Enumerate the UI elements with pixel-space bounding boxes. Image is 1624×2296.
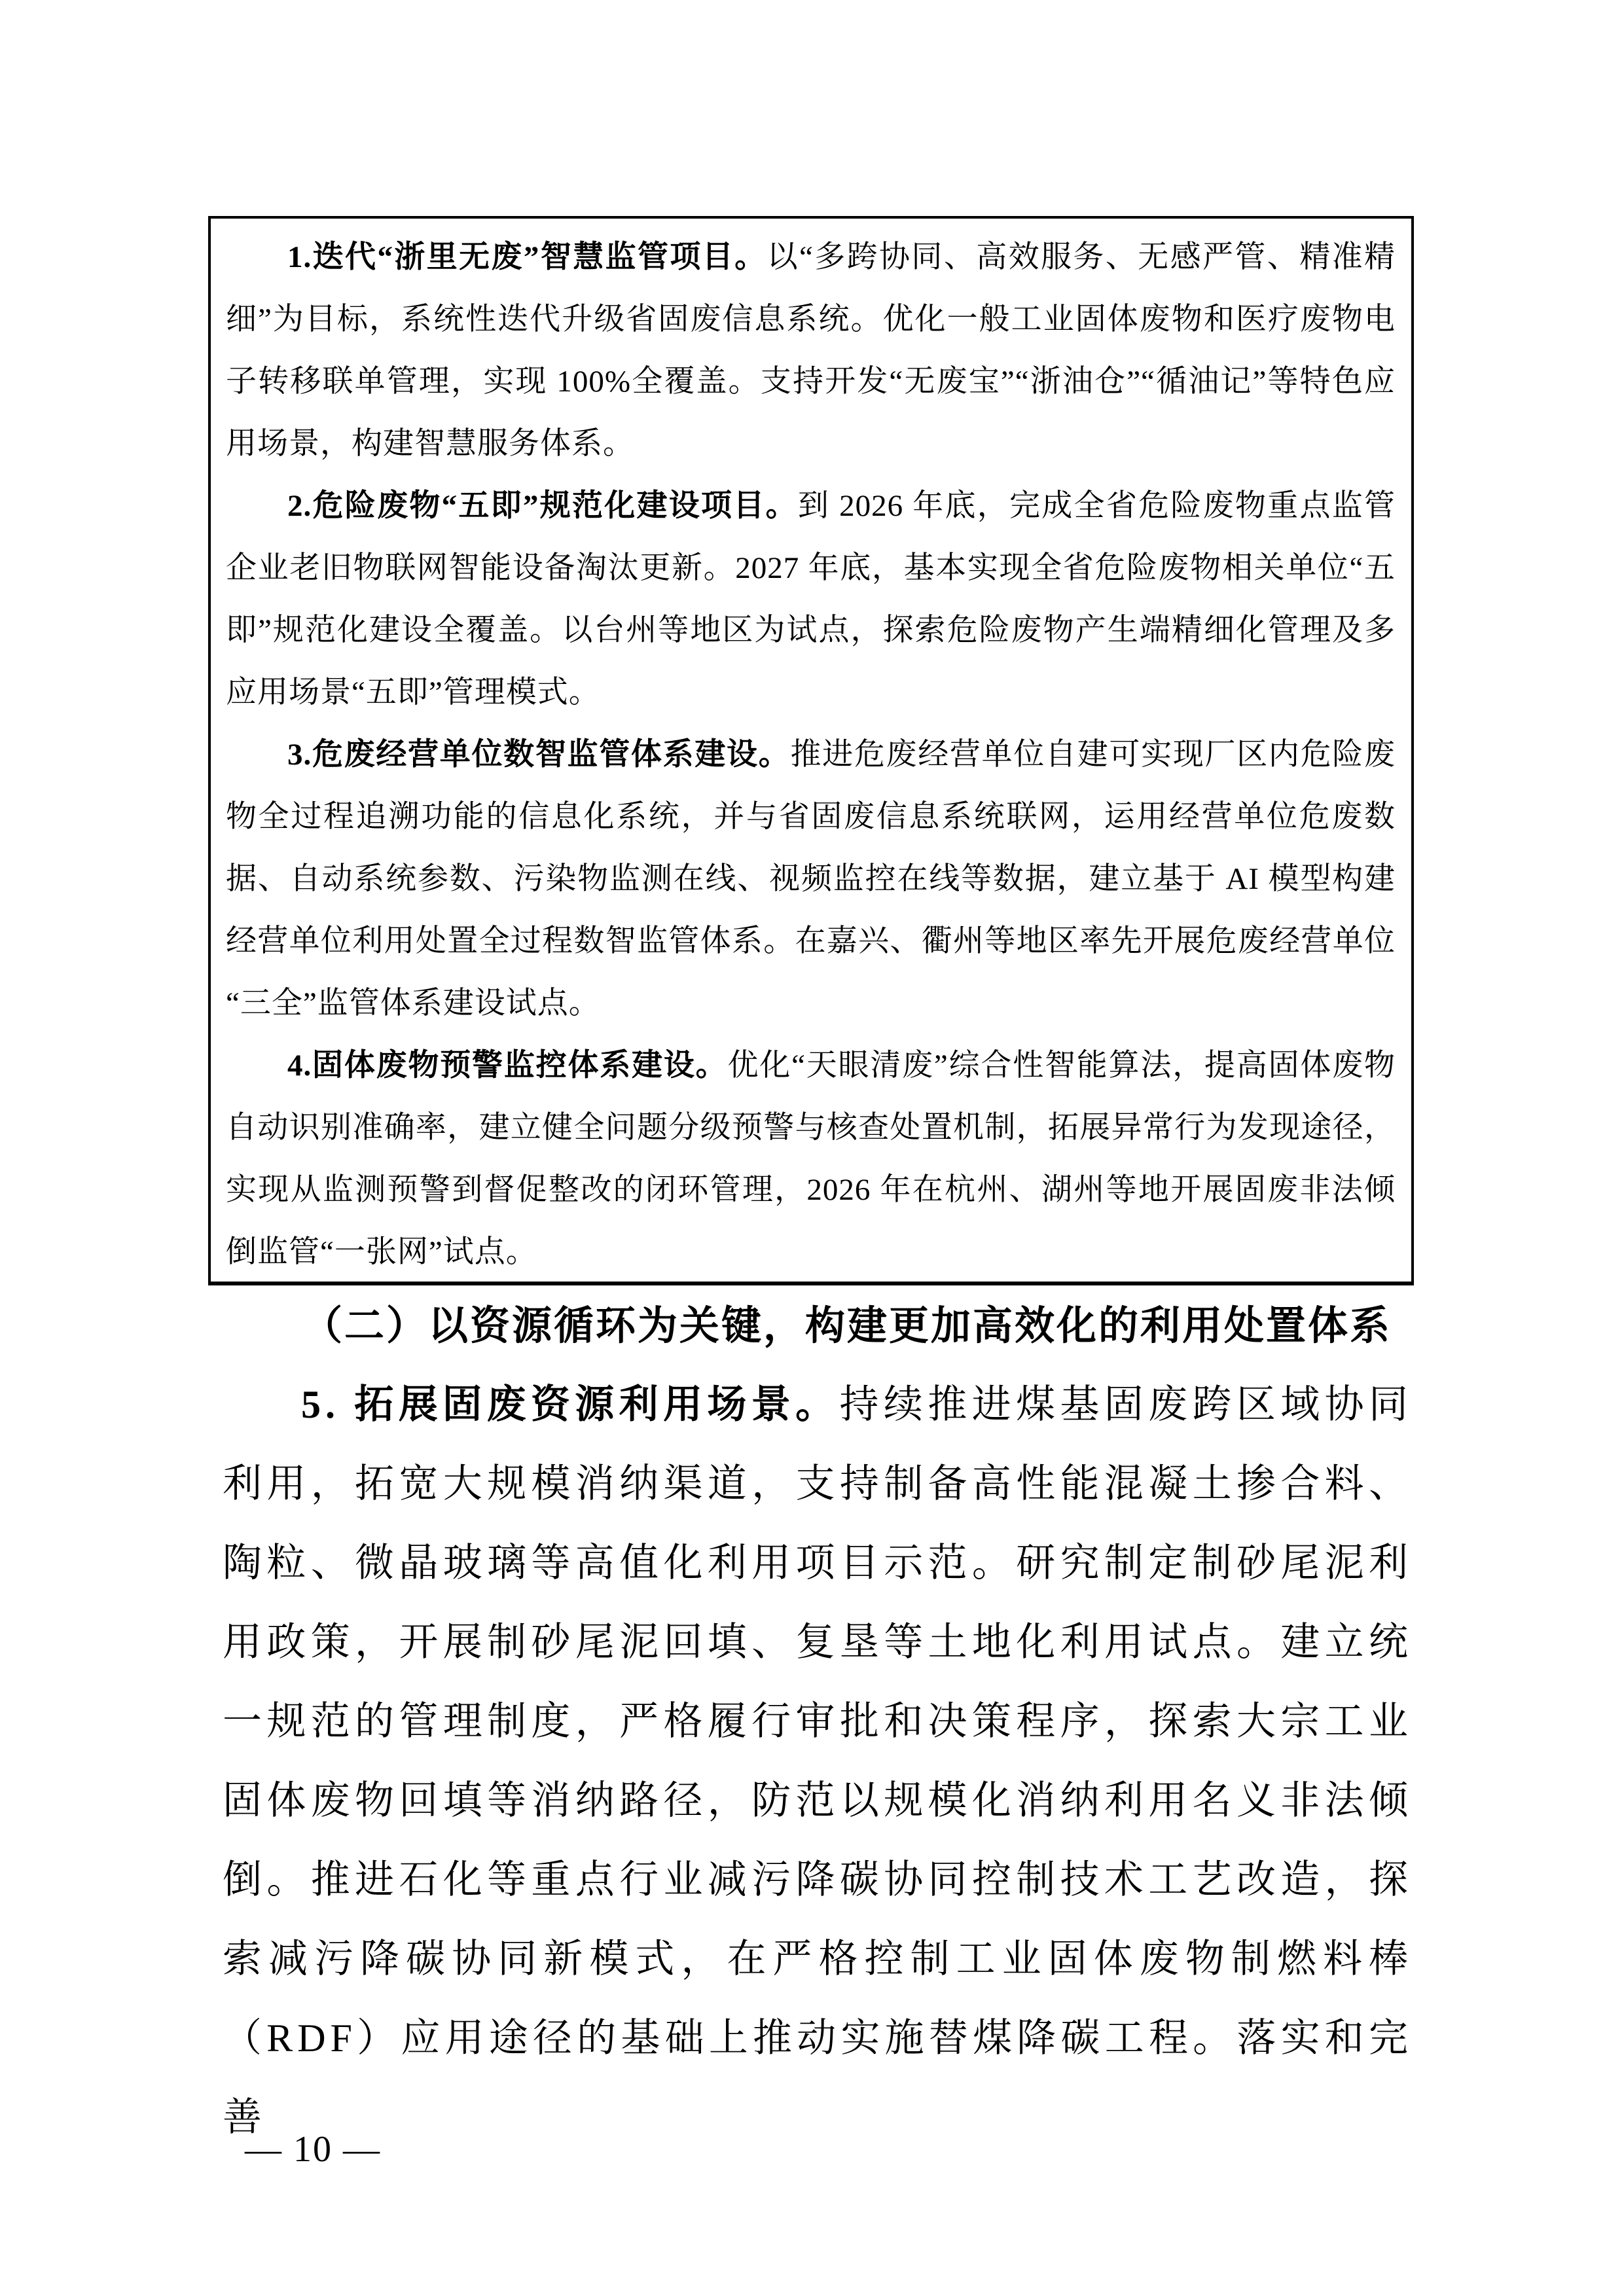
boxed-paragraph-4	[226, 1035, 1396, 1283]
boxed-paragraph-3-title: 3.危废经营单位数智监管体系建设。	[287, 738, 791, 772]
boxed-paragraph-1-body: 以“多跨协同、高效服务、无感严管、精准精细”为目标，系统性迭代升级省固废信息系统。优化一般工业固体废物和医疗废物电子转移联单管理，实现 100%全覆盖。支持开发“无废宝”“浙油仓”“循油记”等特色应用场景，构建智慧服务体系。	[226, 240, 1396, 461]
boxed-paragraph-1	[226, 226, 1396, 475]
section-heading: （二）以资源循环为关键，构建更加高效化的利用处置体系	[302, 1304, 1392, 1348]
boxed-paragraph-3	[226, 724, 1396, 1035]
boxed-paragraph-4-body: 优化“天眼清废”综合性智能算法，提高固体废物自动识别准确率，建立健全问题分级预警与核查处置机制，拓展异常行为发现途径，实现从监测预警到督促整改的闭环管理，2026 年在杭州、湖州等地开展固废非法倾倒监管“一张网”试点。	[226, 1049, 1396, 1269]
page-number: — 10 —	[245, 2129, 381, 2170]
section-item-title: 5. 拓展固废资源利用场景。	[301, 1383, 840, 1426]
project-list-box	[208, 216, 1414, 1285]
section-item-paragraph	[223, 1365, 1413, 2157]
section-item-body: 持续推进煤基固废跨区域协同利用，拓宽大规模消纳渠道，支持制备高性能混凝土掺合料、陶粒、微晶玻璃等高值化利用项目示范。研究制定制砂尾泥利用政策，开展制砂尾泥回填、复垦等土地化利用试点。建立统一规范的管理制度，严格履行审批和决策程序，探索大宗工业固体废物回填等消纳路径，防范以规模化消纳利用名义非法倾倒。推进石化等重点行业减污降碳协同控制技术工艺改造，探索减污降碳协同新模式，在严格控制工业固体废物制燃料棒（RDF）应用途径的基础上推动实施替煤降碳工程。落实和完善	[223, 1383, 1413, 2139]
boxed-paragraph-3-body: 推进危废经营单位自建可实现厂区内危险废物全过程追溯功能的信息化系统，并与省固废信息系统联网，运用经营单位危废数据、自动系统参数、污染物监测在线、视频监控在线等数据，建立基于 AI 模型构建经营单位利用处置全过程数智监管体系。在嘉兴、衢州等地区率先开展危废经营单位“三全”监管体系建设试点。	[226, 738, 1396, 1020]
boxed-paragraph-2-title: 2.危险废物“五即”规范化建设项目。	[287, 489, 798, 523]
boxed-paragraph-2-body: 到 2026 年底，完成全省危险废物重点监管企业老旧物联网智能设备淘汰更新。2027 年底，基本实现全省危险废物相关单位“五即”规范化建设全覆盖。以台州等地区为试点，探索危险废物产生端精细化管理及多应用场景“五即”管理模式。	[226, 489, 1396, 709]
boxed-paragraph-1-title: 1.迭代“浙里无废”智慧监管项目。	[287, 240, 767, 274]
boxed-paragraph-4-title: 4.固体废物预警监控体系建设。	[287, 1049, 728, 1083]
boxed-paragraph-2	[226, 475, 1396, 724]
